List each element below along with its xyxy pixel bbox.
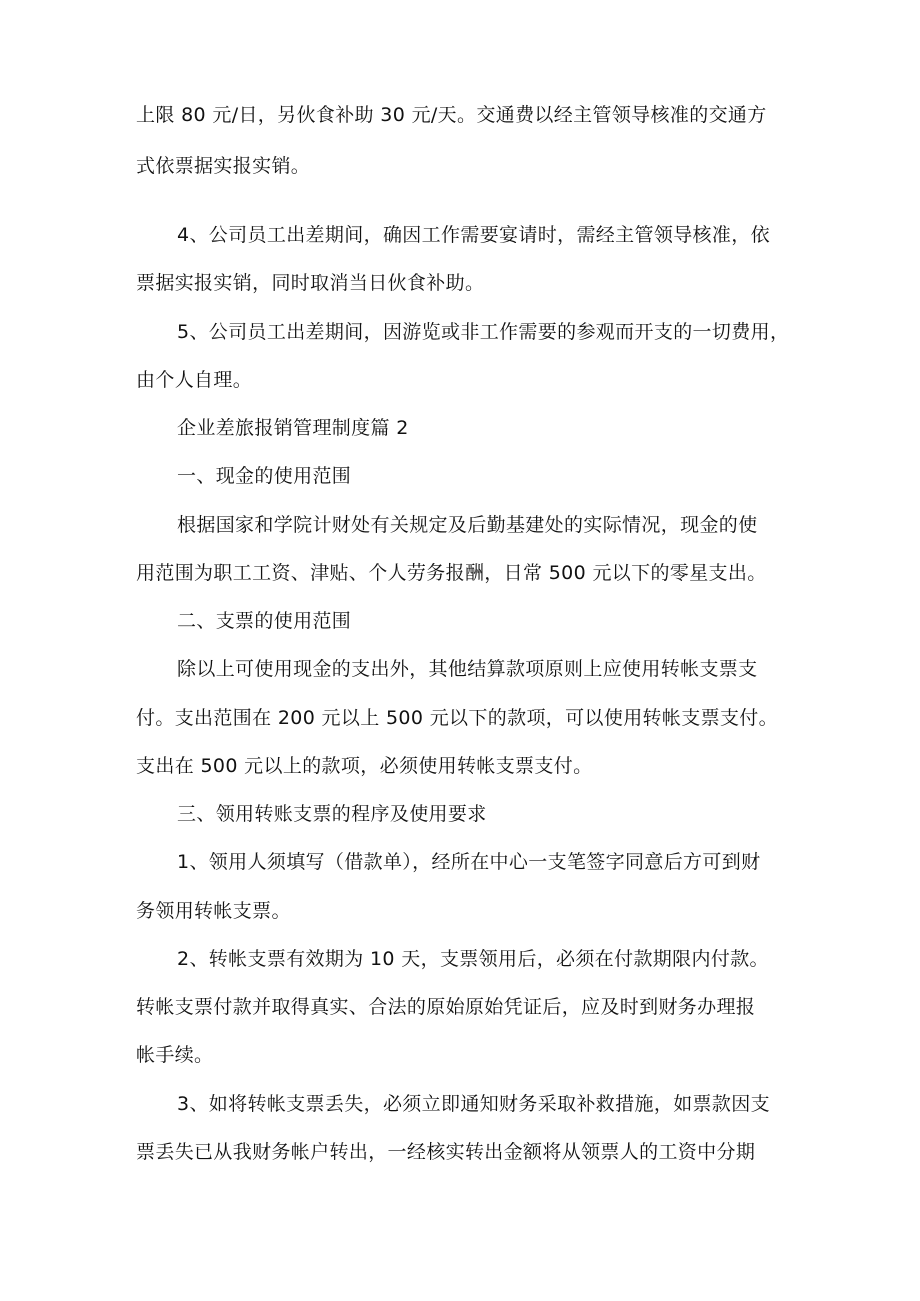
text-line: 3、如将转帐支票丢失，必须立即通知财务采取补救措施，如票款因支 (177, 1093, 770, 1115)
text-line: 2、转帐支票有效期为 10 天，支票领用后，必须在付款期限内付款。 (177, 948, 769, 970)
text-line: 帐手续。 (136, 1044, 214, 1066)
text-line: 支出在 500 元以上的款项，必须使用转帐支票支付。 (136, 755, 593, 777)
text-line: 5、公司员工出差期间，因游览或非工作需要的参观而开支的一切费用， (177, 321, 790, 343)
text-line: 票丢失已从我财务帐户转出，一经核实转出金额将从领票人的工资中分期 (136, 1141, 756, 1163)
text-line: 票据实报实销，同时取消当日伙食补助。 (136, 272, 485, 294)
text-line: 上限 80 元/日，另伙食补助 30 元/天。交通费以经主管领导核准的交通方 (136, 104, 767, 126)
text-line: 4、公司员工出差期间，确因工作需要宴请时，需经主管领导核准，依 (177, 224, 770, 246)
section-heading: 三、领用转账支票的程序及使用要求 (177, 803, 487, 825)
text-line: 转帐支票付款并取得真实、合法的原始原始凭证后，应及时到财务办理报 (136, 996, 756, 1018)
text-line: 根据国家和学院计财处有关规定及后勤基建处的实际情况，现金的使 (177, 514, 758, 536)
text-line: 付。支出范围在 200 元以上 500 元以下的款项，可以使用转帐支票支付。 (136, 707, 778, 729)
text-line: 务领用转帐支票。 (136, 900, 291, 922)
text-line: 式依票据实报实销。 (136, 155, 311, 177)
section-heading: 二、支票的使用范围 (177, 610, 352, 632)
section-heading: 一、现金的使用范围 (177, 465, 352, 487)
text-line: 由个人自理。 (136, 369, 253, 391)
text-line: 用范围为职工工资、津贴、个人劳务报酬，日常 500 元以下的零星支出。 (136, 562, 767, 584)
text-line: 除以上可使用现金的支出外，其他结算款项原则上应使用转帐支票支 (177, 658, 758, 680)
text-line: 1、领用人须填写（借款单），经所在中心一支笔签字同意后方可到财 (177, 851, 761, 873)
section-title: 企业差旅报销管理制度篇 2 (177, 417, 409, 439)
